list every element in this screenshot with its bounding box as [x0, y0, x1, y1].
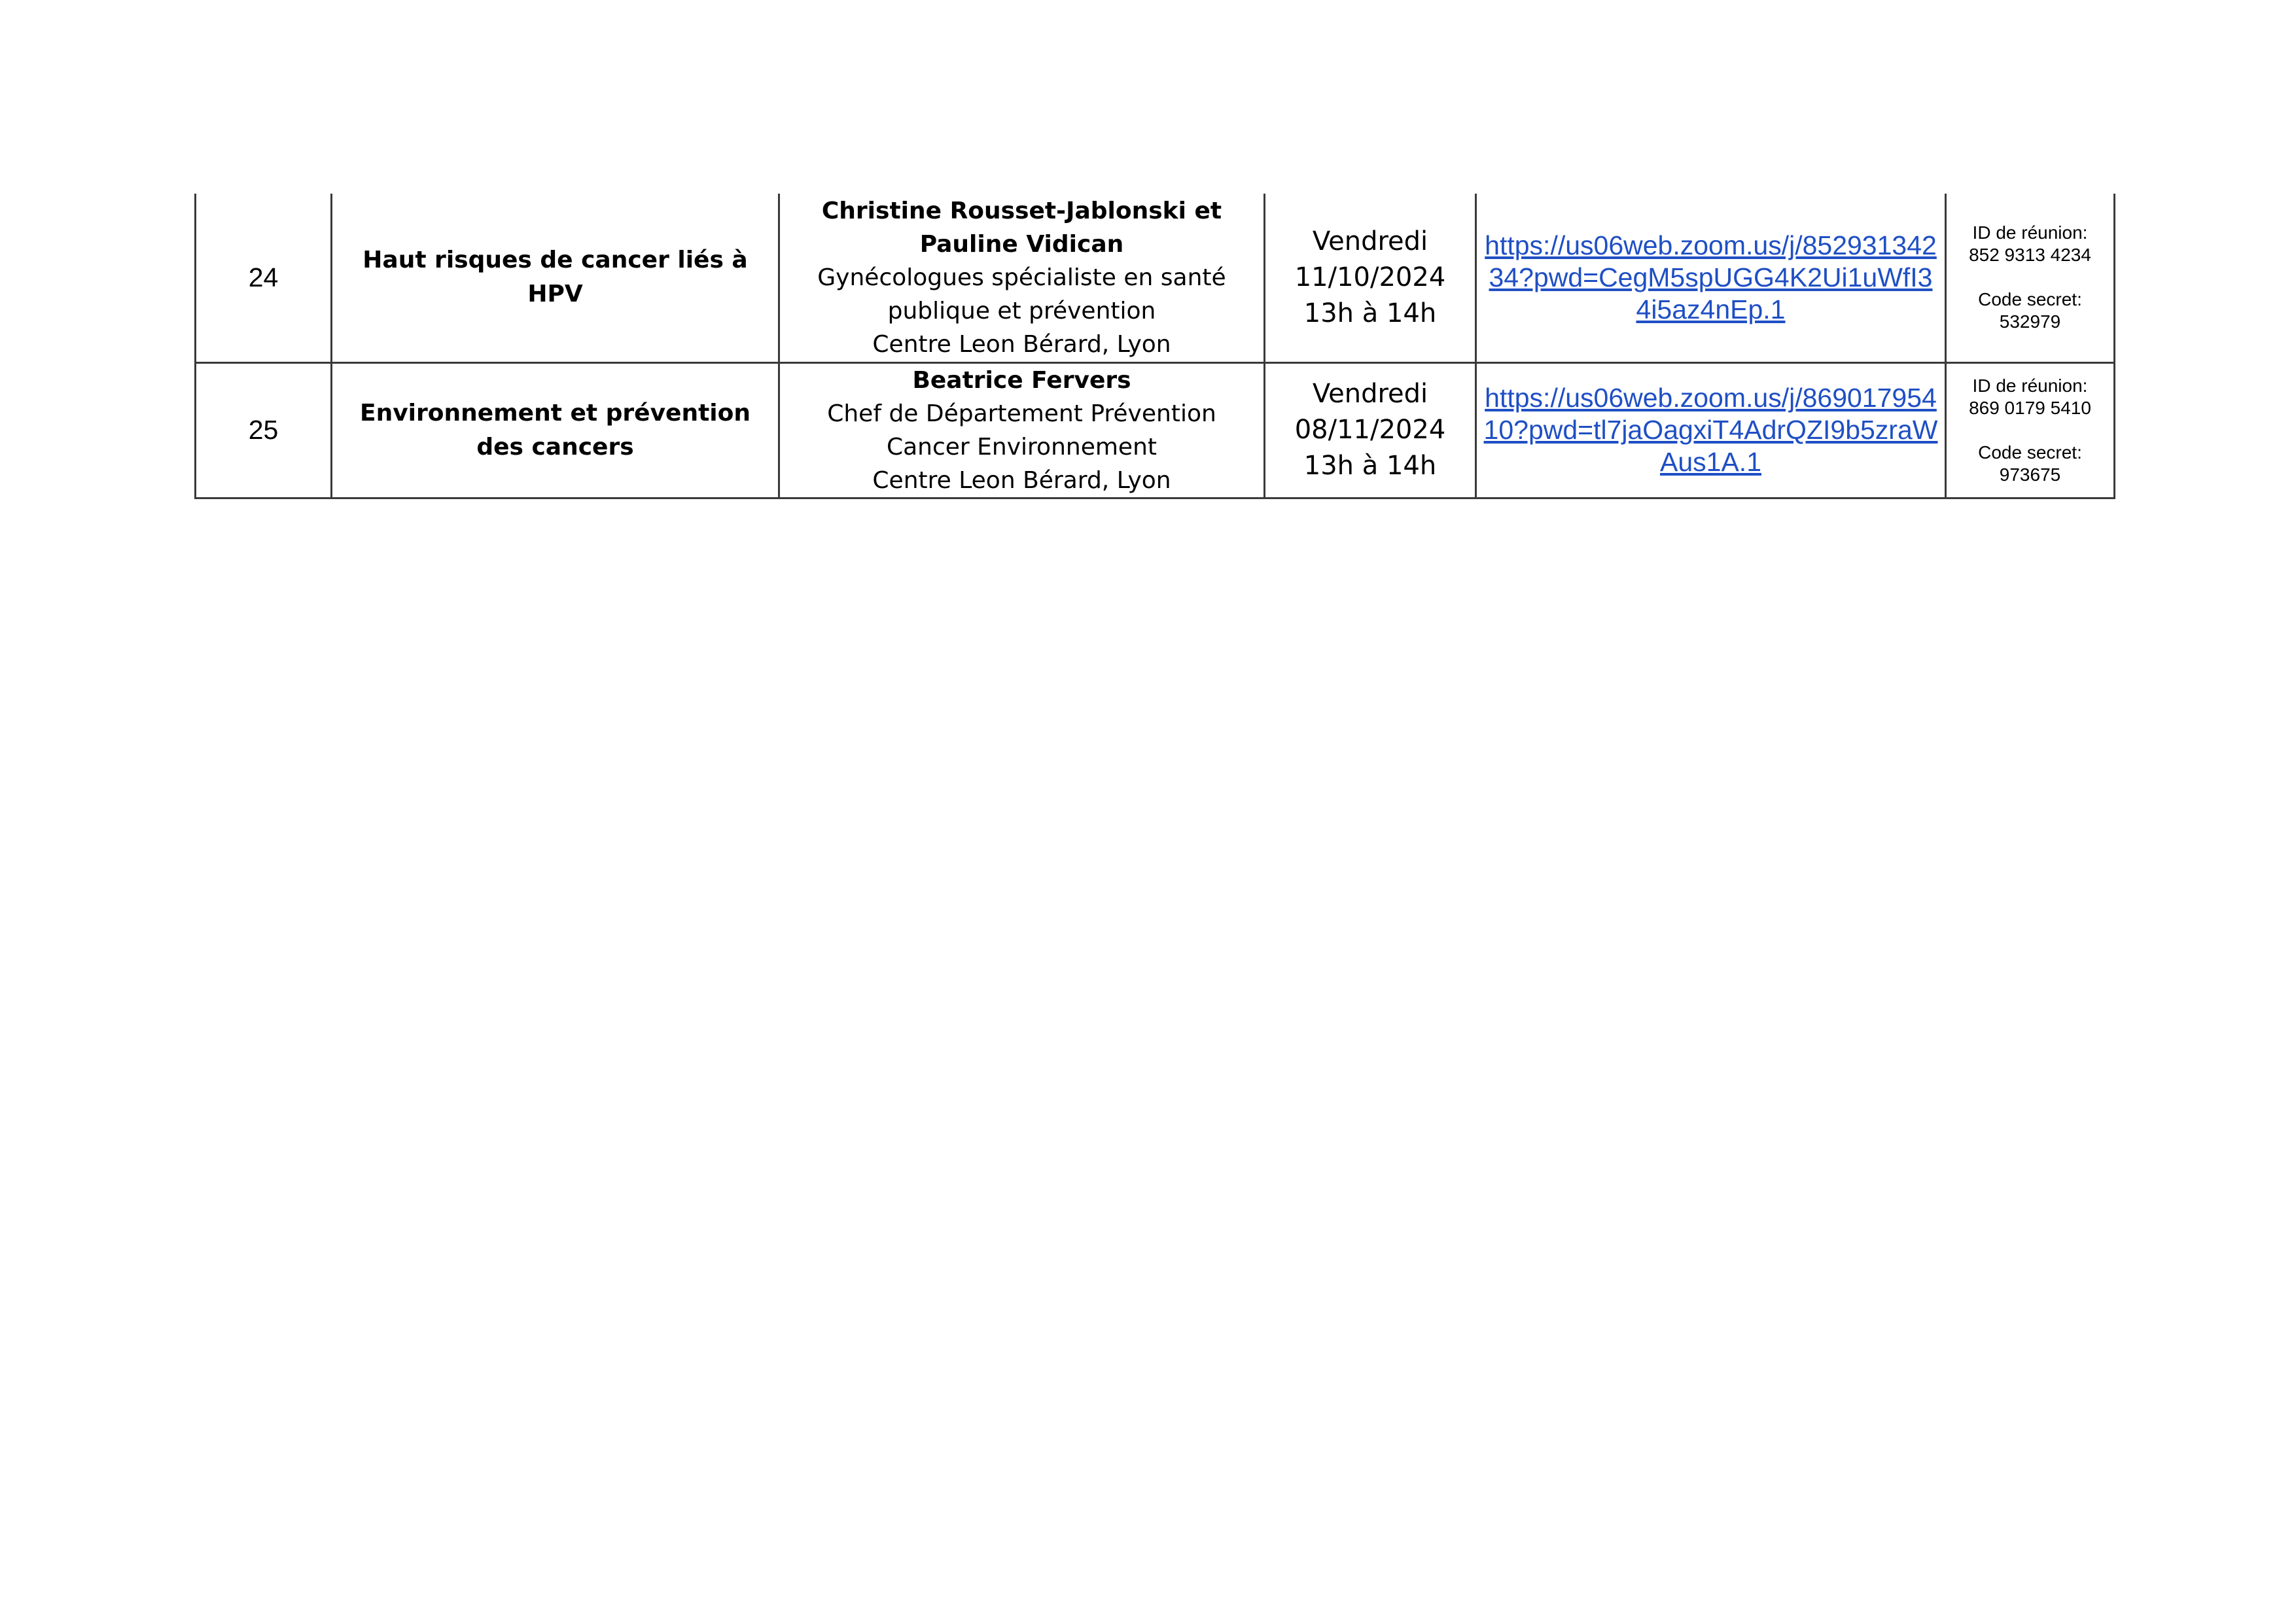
zoom-link[interactable]: https://us06web.zoom.us/j/85293134234?pwd=CegM5spUGG4K2Ui1uWfI34i5az4nEp.1 [1485, 230, 1937, 324]
passcode: 973675 [1999, 464, 2061, 485]
session-date: 08/11/2024 [1294, 415, 1446, 445]
table-row [196, 194, 2115, 362]
session-title-text: Environnement et prévention des cancers [359, 399, 751, 461]
table-row [196, 362, 2115, 498]
speaker-cell [779, 362, 1265, 498]
speaker-role: Gynécologues spécialiste en santé publique et prévention [817, 264, 1226, 324]
session-day: Vendredi [1312, 226, 1428, 256]
passcode-label: Code secret: [1978, 442, 2082, 462]
zoom-link-cell [1476, 362, 1946, 498]
spacer [1953, 419, 2107, 442]
spacer [1953, 266, 2107, 288]
speaker-role: Chef de Département Prévention Cancer Environnement [827, 400, 1216, 461]
meeting-id: 852 9313 4234 [1969, 245, 2091, 266]
speaker-cell [779, 194, 1265, 362]
session-time: 13h à 14h [1303, 298, 1437, 328]
session-number-text: 25 [248, 415, 279, 445]
session-title-text: Haut risques de cancer liés à HPV [362, 247, 748, 308]
speaker-name: Christine Rousset-Jablonski et Pauline Vidican [821, 197, 1222, 258]
session-schedule [1265, 194, 1476, 362]
speaker-name: Beatrice Fervers [912, 366, 1131, 394]
session-day: Vendredi [1312, 379, 1428, 409]
session-title [332, 194, 779, 362]
session-date: 11/10/2024 [1294, 262, 1446, 292]
meeting-id-label: ID de réunion: [1972, 375, 2088, 396]
passcode: 532979 [1999, 311, 2061, 332]
session-time: 13h à 14h [1303, 451, 1437, 481]
meeting-credentials [1946, 194, 2115, 362]
session-title [332, 362, 779, 498]
meeting-id-label: ID de réunion: [1972, 222, 2088, 243]
zoom-link-cell [1476, 194, 1946, 362]
meeting-id: 869 0179 5410 [1969, 397, 2091, 418]
meeting-credentials [1946, 362, 2115, 498]
speaker-organization: Centre Leon Bérard, Lyon [872, 466, 1171, 494]
passcode-label: Code secret: [1978, 289, 2082, 310]
session-schedule [1265, 362, 1476, 498]
zoom-link[interactable]: https://us06web.zoom.us/j/86901795410?pwd=tl7jaOagxiT4AdrQZI9b5zraWAus1A.1 [1483, 383, 1938, 477]
session-number [196, 194, 332, 362]
session-number [196, 362, 332, 498]
session-number-text: 24 [248, 262, 279, 292]
speaker-organization: Centre Leon Bérard, Lyon [872, 330, 1171, 358]
sessions-table [194, 194, 2115, 499]
